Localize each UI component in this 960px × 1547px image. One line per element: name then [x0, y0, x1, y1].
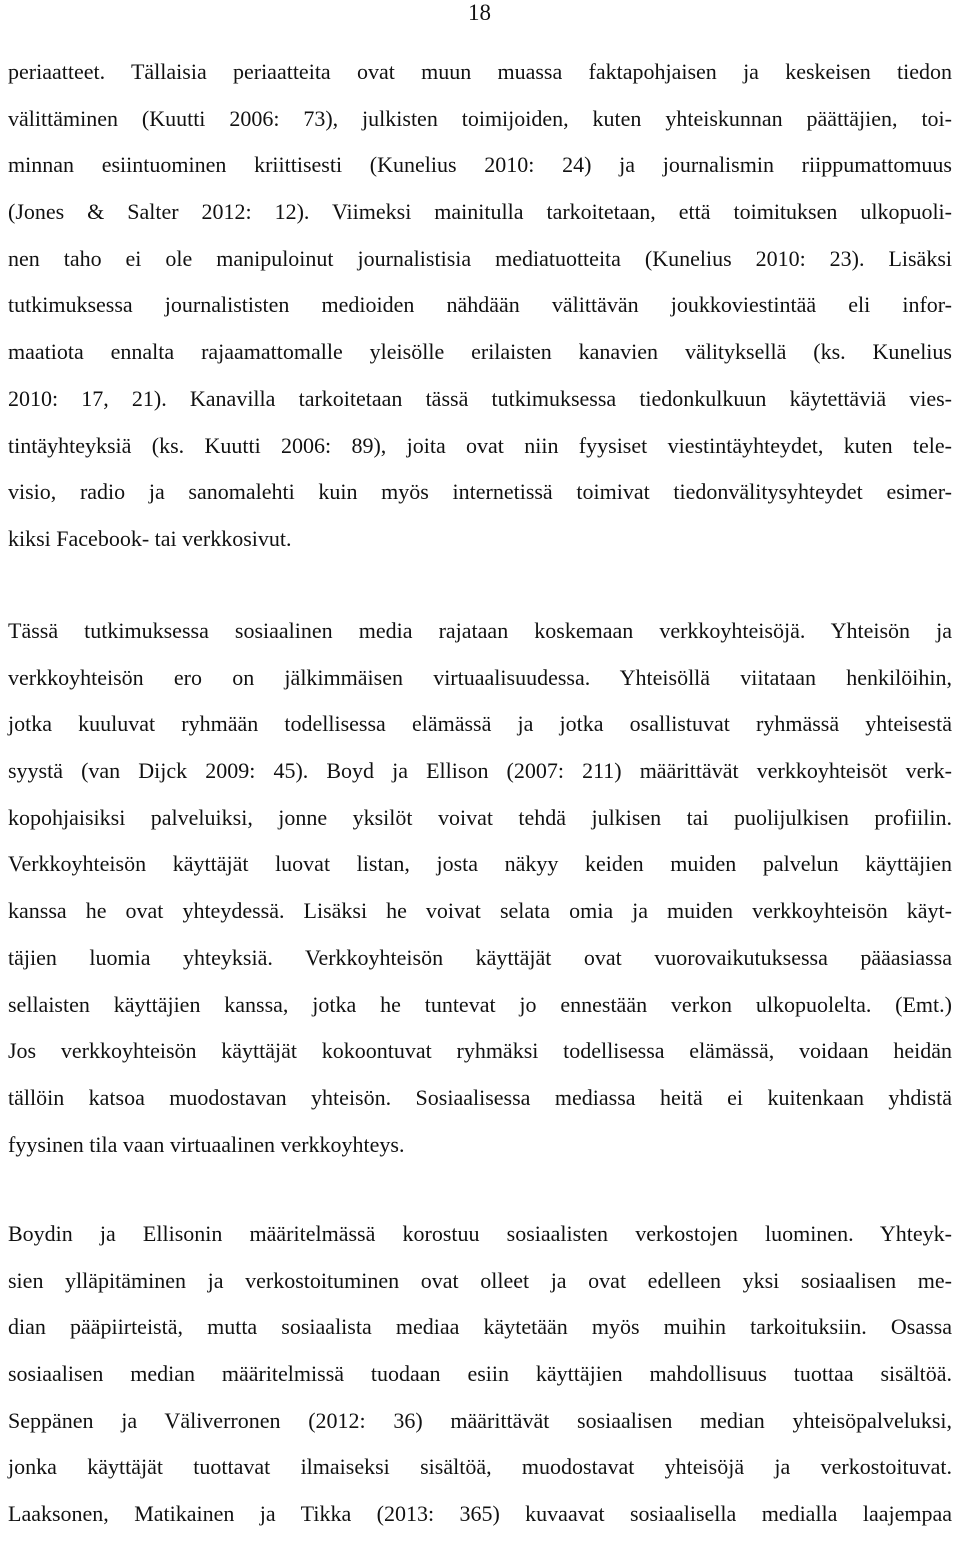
- text-line: Jos verkkoyhteisön käyttäjät kokoontuvat ryhmäksi todellisessa elämässä, voidaan heidän: [8, 1038, 952, 1064]
- text-line: Laaksonen, Matikainen ja Tikka (2013: 365) kuvaavat sosiaalisella medialla laajempaa: [8, 1501, 952, 1527]
- text-line: kopohjaisiksi palveluiksi, jonne yksilöt voivat tehdä julkisen tai puolijulkisen profiilin.: [8, 804, 952, 830]
- page-number: 18: [468, 0, 491, 25]
- text-line: jotka kuuluvat ryhmään todellisessa elämässä ja jotka osallistuvat ryhmässä yhteisestä: [8, 711, 952, 737]
- paragraph-journalism-principles: [8, 58, 952, 572]
- text-line: välittäminen (Kuutti 2006: 73), julkisten toimijoiden, kuten yhteiskunnan päättäjien, toi-: [8, 105, 952, 131]
- text-line: täjien luomia yhteyksiä. Verkkoyhteisön käyttäjät ovat vuorovaikutuksessa pääasiassa: [8, 944, 952, 970]
- text-line: Seppänen ja Väliverronen (2012: 36) määrittävät sosiaalisen median yhteisöpalveluksi,: [8, 1407, 952, 1433]
- text-line: fyysinen tila vaan virtuaalinen verkkoyhteys.: [8, 1131, 405, 1157]
- text-line: visio, radio ja sanomalehti kuin myös internetissä toimivat tiedonvälitysyhteydet esimer-: [8, 479, 952, 505]
- text-line: Tässä tutkimuksessa sosiaalinen media rajataan koskemaan verkkoyhteisöjä. Yhteisön ja: [8, 618, 952, 643]
- text-line: tällöin katsoa muodostavan yhteisön. Sosiaalisessa mediassa heitä ei kuitenkaan yhdistä: [8, 1084, 952, 1110]
- paragraph-networking-definitions: [8, 1220, 952, 1547]
- text-line: maatiota ennalta rajaamattomalle yleisölle erilaisten kanavien välityksellä (ks. Kunelius: [8, 339, 952, 365]
- paragraph-social-media-definition: [8, 617, 952, 1177]
- text-line: sosiaalisen median määritelmissä tuodaan esiin käyttäjien mahdollisuus tuottaa sisältöä.: [8, 1361, 952, 1387]
- text-line: sellaisten käyttäjien kanssa, jotka he tuntevat jo ennestään verkon ulkopuolelta. (Emt.): [8, 991, 952, 1017]
- text-line: kiksi Facebook- tai verkkosivut.: [8, 525, 292, 551]
- text-line: syystä (van Dijck 2009: 45). Boyd ja Ellison (2007: 211) määrittävät verkkoyhteisöt verk-: [8, 758, 952, 784]
- text-line: nen taho ei ole manipuloinut journalistisia mediatuotteita (Kunelius 2010: 23). Lisäksi: [8, 245, 952, 271]
- text-line: verkkoyhteisön ero on jälkimmäisen virtuaalisuudessa. Yhteisöllä viitataan henkilöihin,: [8, 664, 952, 690]
- text-line: Verkkoyhteisön käyttäjät luovat listan, josta näkyy keiden muiden palvelun käyttäjien: [8, 851, 952, 877]
- text-line: Boydin ja Ellisonin määritelmässä korostuu sosiaalisten verkostojen luominen. Yhteyk-: [8, 1221, 952, 1246]
- text-line: minnan esiintuominen kriittisesti (Kunelius 2010: 24) ja journalismin riippumattomuus: [8, 152, 952, 178]
- text-line: jonka käyttäjät tuottavat ilmaiseksi sisältöä, muodostavat yhteisöjä ja verkostoituvat.: [8, 1454, 952, 1480]
- text-line: sien ylläpitäminen ja verkostoituminen ovat olleet ja ovat edelleen yksi sosiaalisen me-: [8, 1267, 952, 1293]
- text-line: 2010: 17, 21). Kanavilla tarkoitetaan tässä tutkimuksessa tiedonkulkuun käytettäviä vies-: [8, 385, 952, 411]
- text-line: tintäyhteyksiä (ks. Kuutti 2006: 89), joita ovat niin fyysiset viestintäyhteydet, kuten tele-: [8, 432, 952, 458]
- text-line: tutkimuksessa journalististen medioiden nähdään välittävän joukkoviestintää eli infor-: [8, 292, 952, 318]
- text-line: (Jones & Salter 2012: 12). Viimeksi mainitulla tarkoitetaan, että toimituksen ulkopuoli-: [8, 199, 952, 225]
- text-line: kanssa he ovat yhteydessä. Lisäksi he voivat selata omia ja muiden verkkoyhteisön käyt-: [8, 898, 952, 924]
- text-line: dian pääpiirteistä, mutta sosiaalista mediaa käytetään myös muihin tarkoituksiin. Osassa: [8, 1314, 952, 1340]
- text-line: periaatteet. Tällaisia periaatteita ovat muun muassa faktapohjaisen ja keskeisen tiedon: [8, 59, 952, 84]
